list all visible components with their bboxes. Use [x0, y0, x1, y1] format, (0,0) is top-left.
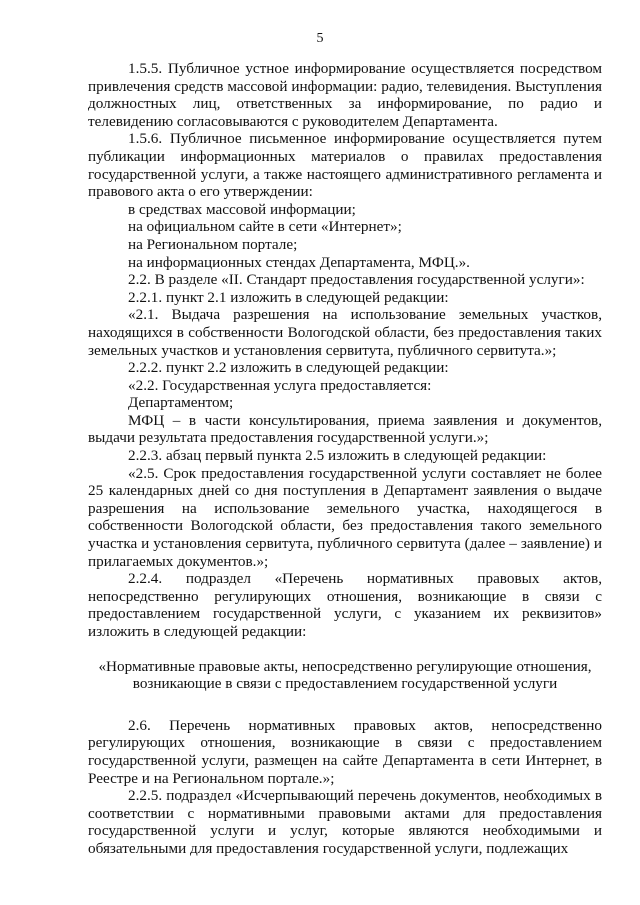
list-item: в средствах массовой информации;	[128, 200, 356, 218]
paragraph-2-2-3: 2.2.3. абзац первый пункта 2.5 изложить в следующей редакции:	[128, 447, 547, 465]
paragraph-2-1-quote: «2.1. Выдача разрешения на использование земельных участков, находящихся в собственности Вологодской области, без предоставления таких земельных участков и установления сервитута, публичного сервитута.»;	[88, 306, 602, 359]
section-heading-line-1: «Нормативные правовые акты, непосредственно регулирующие отношения,	[98, 657, 592, 675]
paragraph-2-6: 2.6. Перечень нормативных правовых актов, непосредственно регулирующих отношения, возникающие в связи с предоставлением государственной услуги, размещен на сайте Департамента в сети Интернет, в Реестре и на Региональном портале.»;	[88, 716, 602, 787]
paragraph-2-5-quote: «2.5. Срок предоставления государственной услуги составляет не более 25 календарных дней со дня поступления в Департамент заявления о выдаче разрешения на использование земельного участка, находящегося в собственности Вологодской области, без предоставления такого земельного участка и установления сервитута, публичного сервитута (далее – заявление) и прилагаемых документов.»;	[88, 464, 602, 570]
section-heading-line-2: возникающие в связи с предоставлением государственной услуги	[132, 675, 558, 693]
list-item: на Региональном портале;	[128, 235, 298, 253]
paragraph-2-2-4: 2.2.4. подраздел «Перечень нормативных правовых актов, непосредственно регулирующих отношения, возникающие в связи с предоставлением государственной услуги, с указанием их реквизитов» изложить в следующей редакции:	[88, 570, 602, 640]
page-number: 5	[316, 31, 324, 46]
paragraph-department: Департаментом;	[128, 394, 234, 412]
paragraph-1-5-5: 1.5.5. Публичное устное информирование осуществляется посредством привлечения средств массовой информации: радио, телевидения. Выступления должностных лиц, ответственных за информирование, по радио и телевидению согласовываются с руководителем Департамента.	[88, 60, 602, 130]
paragraph-1-5-6: 1.5.6. Публичное письменное информирование осуществляется путем публикации информационных материалов о правилах предоставления государственной услуги, а также настоящего административного регламента и правового акта о его утверждении:	[88, 130, 602, 201]
paragraph-2-2: 2.2. В разделе «II. Стандарт предоставления государственной услуги»:	[128, 271, 585, 289]
document-body	[88, 60, 602, 858]
section-heading	[88, 658, 602, 693]
paragraph-2-2-5: 2.2.5. подраздел «Исчерпывающий перечень документов, необходимых в соответствии с нормативными правовыми актами для предоставления государственной услуги и услуг, которые являются необходимыми и обязательными для предоставления государственной услуги, подлежащих	[88, 787, 602, 857]
paragraph-2-2-2: 2.2.2. пункт 2.2 изложить в следующей редакции:	[128, 359, 449, 377]
paragraph-mfc: МФЦ – в части консультирования, приема заявления и документов, выдачи результата предоставления государственной услуги.»;	[88, 411, 602, 447]
paragraph-2-2-1: 2.2.1. пункт 2.1 изложить в следующей редакции:	[128, 288, 449, 306]
list-item: на информационных стендах Департамента, МФЦ.».	[128, 253, 470, 271]
list-item: на официальном сайте в сети «Интернет»;	[128, 218, 402, 236]
paragraph-2-2-quote: «2.2. Государственная услуга предоставляется:	[128, 376, 432, 394]
